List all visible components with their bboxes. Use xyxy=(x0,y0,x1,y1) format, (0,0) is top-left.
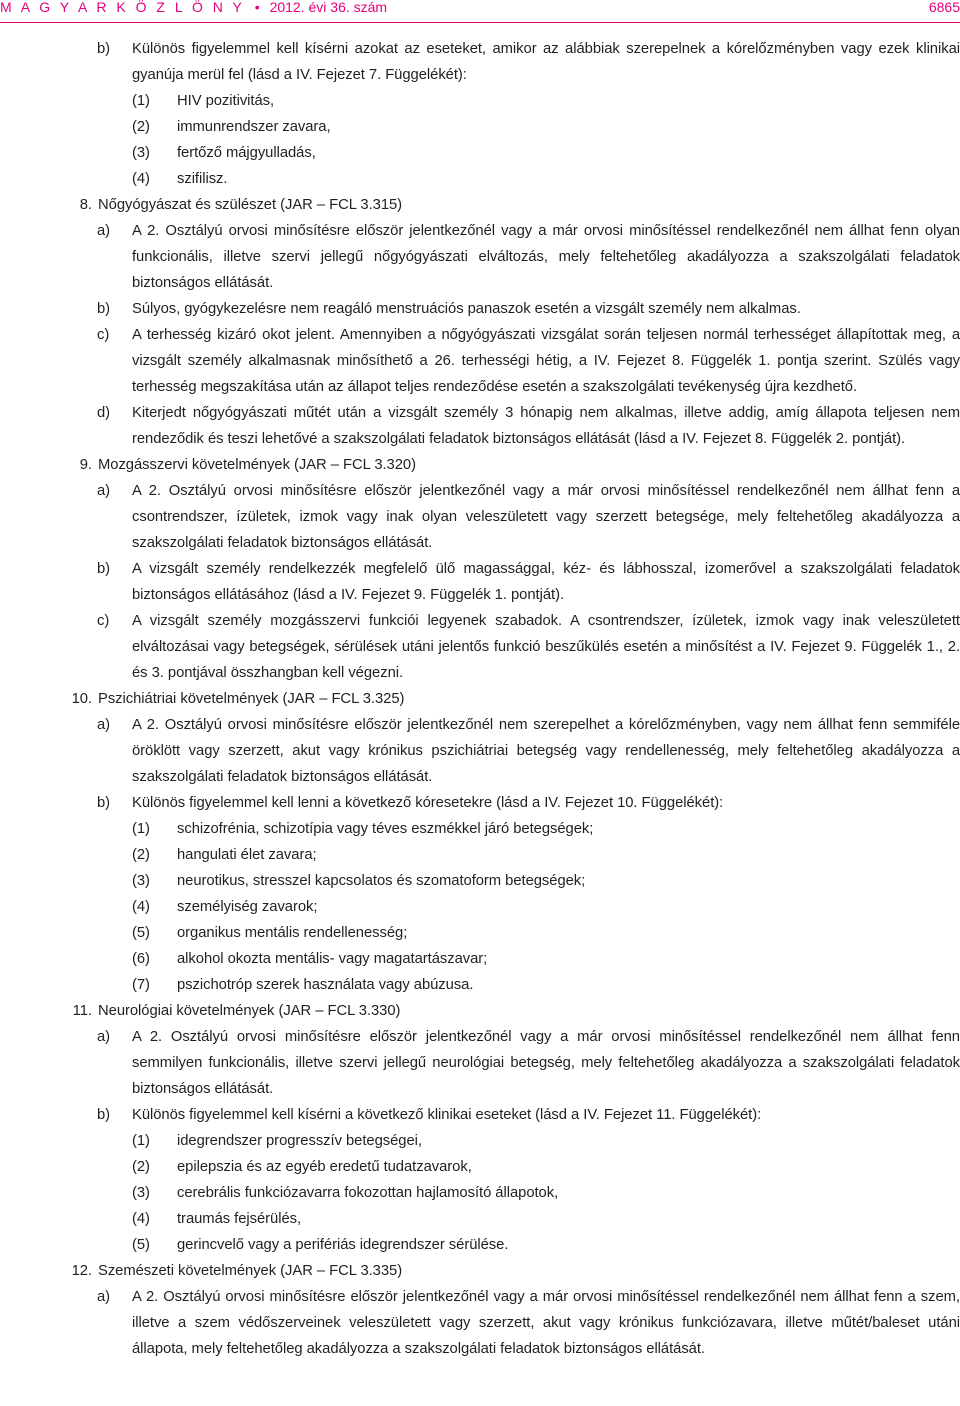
list-item xyxy=(0,400,960,452)
sub-list-item xyxy=(0,166,960,192)
list-item xyxy=(0,322,960,400)
item-text: A vizsgált személy rendelkezzék megfelelő ülő magassággal, kéz- és lábhosszal, izomerővel a szakszolgálati feladatok biztonságos ellátásához (lásd a IV. Fejezet 9. Függelék 1. pontját). xyxy=(132,561,960,603)
item-label: (2) xyxy=(132,1159,150,1175)
item-label: a) xyxy=(97,483,111,499)
item-text: A 2. Osztályú orvosi minősítésre először jelentkezőnél vagy a már orvosi minősítéssel rendelkezőnél nem állhat fenn a szem, illetve a szem védőszerveinek veleszületett vagy szerzett, akut vagy krónikus funkciózavara, illetve műtét/baleset utáni állapota, mely feltehetőleg akadályozza a szakszolgálati feladatok biztonságos ellátását. xyxy=(132,1289,960,1357)
item-label: 10. xyxy=(71,691,92,707)
item-label: (4) xyxy=(132,1211,150,1227)
item-text: Mozgásszervi követelmények (JAR – FCL 3.320) xyxy=(98,457,416,473)
item-label: b) xyxy=(97,41,111,57)
item-text: alkohol okozta mentális- vagy magatartászavar; xyxy=(177,951,488,967)
list-item xyxy=(0,218,960,296)
item-text: Nőgyógyászat és szülészet (JAR – FCL 3.315) xyxy=(98,197,403,213)
sub-list-item xyxy=(0,1154,960,1180)
section-heading xyxy=(0,1258,960,1284)
item-label: 9. xyxy=(79,457,92,473)
item-label: (1) xyxy=(132,93,150,109)
sub-list-item xyxy=(0,868,960,894)
item-text: immunrendszer zavara, xyxy=(177,119,331,135)
item-label: (3) xyxy=(132,1185,150,1201)
item-text: A 2. Osztályú orvosi minősítésre először jelentkezőnél nem szerepelhet a kórelőzményben, vagy nem állhat fenn semmiféle öröklött vagy szerzett, akut vagy krónikus pszichiátriai betegség vagy rendellenesség, mely feltehetőleg akadályozza a szakszolgálati feladatok biztonságos ellátását. xyxy=(132,717,960,785)
list-item xyxy=(0,712,960,790)
list-item xyxy=(0,36,960,88)
item-label: (7) xyxy=(132,977,150,993)
item-text: pszichotróp szerek használata vagy abúzusa. xyxy=(177,977,474,993)
issue-label: 2012. évi 36. szám xyxy=(269,0,388,15)
sub-list-item xyxy=(0,1206,960,1232)
item-label: (3) xyxy=(132,873,150,889)
item-label: c) xyxy=(97,327,110,343)
sub-list-item xyxy=(0,114,960,140)
sub-list-item xyxy=(0,972,960,998)
section-heading xyxy=(0,686,960,712)
item-label: (5) xyxy=(132,925,150,941)
document-body xyxy=(0,36,960,1362)
item-text: traumás fejsérülés, xyxy=(177,1211,302,1227)
page-header xyxy=(0,0,960,23)
item-label: a) xyxy=(97,1289,111,1305)
item-text: schizofrénia, schizotípia vagy téves eszmékkel járó betegségek; xyxy=(177,821,594,837)
item-label: b) xyxy=(97,301,111,317)
item-text: Szemészeti követelmények (JAR – FCL 3.335) xyxy=(98,1263,403,1279)
item-text: A 2. Osztályú orvosi minősítésre először jelentkezőnél vagy a már orvosi minősítéssel rendelkezőnél nem állhat fenn a csontrendszer, ízületek, izmok vagy inak olyan veleszületett vagy szerzett betegsége, mely feltehetőleg akadályozza a szakszolgálati feladatok biztonságos ellátását. xyxy=(132,483,960,551)
sub-list-item xyxy=(0,140,960,166)
item-label: a) xyxy=(97,223,111,239)
list-item xyxy=(0,608,960,686)
item-label: d) xyxy=(97,405,111,421)
item-label: (2) xyxy=(132,847,150,863)
item-label: (1) xyxy=(132,1133,150,1149)
item-text: epilepszia és az egyéb eredetű tudatzavarok, xyxy=(177,1159,472,1175)
item-text: HIV pozitivitás, xyxy=(177,93,275,109)
item-text: Súlyos, gyógykezelésre nem reagáló menstruációs panaszok esetén a vizsgált személy nem alkalmas. xyxy=(132,301,801,317)
journal-title: M A G Y A R K Ö Z L Ö N Y xyxy=(0,0,245,15)
item-label: b) xyxy=(97,795,111,811)
item-text: A vizsgált személy mozgásszervi funkciói legyenek szabadok. A csontrendszer, ízületek, izmok vagy inak veleszületett elváltozásai vagy betegségek, sérülések utáni jelentős funkció beszűkülés esetén a minősítést a IV. Fejezet 9. Függelék 1., 2. és 3. pontjával összhangban kell végezni. xyxy=(132,613,960,681)
item-label: b) xyxy=(97,1107,111,1123)
list-item xyxy=(0,296,960,322)
item-label: (5) xyxy=(132,1237,150,1253)
sub-list-item xyxy=(0,1128,960,1154)
item-text: gerincvelő vagy a perifériás idegrendszer sérülése. xyxy=(177,1237,509,1253)
item-label: 11. xyxy=(72,1003,92,1019)
list-item xyxy=(0,556,960,608)
item-text: organikus mentális rendellenesség; xyxy=(177,925,408,941)
list-item xyxy=(0,478,960,556)
list-item xyxy=(0,1024,960,1102)
item-text: cerebrális funkciózavarra fokozottan hajlamosító állapotok, xyxy=(177,1185,559,1201)
item-label: a) xyxy=(97,717,111,733)
separator-bullet: • xyxy=(254,0,260,15)
sub-list-item xyxy=(0,842,960,868)
list-item xyxy=(0,1284,960,1362)
section-heading xyxy=(0,452,960,478)
item-text: idegrendszer progresszív betegségei, xyxy=(177,1133,422,1149)
item-label: 12. xyxy=(71,1263,92,1279)
item-label: (4) xyxy=(132,899,150,915)
item-text: Neurológiai követelmények (JAR – FCL 3.330) xyxy=(98,1003,401,1019)
sub-list-item xyxy=(0,946,960,972)
item-label: (3) xyxy=(132,145,150,161)
sub-list-item xyxy=(0,88,960,114)
section-heading xyxy=(0,192,960,218)
sub-list-item xyxy=(0,1180,960,1206)
item-label: b) xyxy=(97,561,111,577)
section-heading xyxy=(0,998,960,1024)
item-text: neurotikus, stresszel kapcsolatos és szomatoform betegségek; xyxy=(177,873,586,889)
sub-list-item xyxy=(0,920,960,946)
item-text: fertőző májgyulladás, xyxy=(177,145,316,161)
list-item xyxy=(0,1102,960,1128)
item-label: (1) xyxy=(132,821,150,837)
item-text: Pszichiátriai követelmények (JAR – FCL 3.325) xyxy=(98,691,405,707)
page-number: 6865 xyxy=(928,0,960,15)
sub-list-item xyxy=(0,1232,960,1258)
item-label: (2) xyxy=(132,119,150,135)
sub-list-item xyxy=(0,894,960,920)
item-text: hangulati élet zavara; xyxy=(177,847,317,863)
item-text: A 2. Osztályú orvosi minősítésre először jelentkezőnél vagy a már orvosi minősítéssel rendelkezőnél nem állhat fenn semmilyen funkcionális, illetve szervi jellegű neurológiai betegség, mely feltehetőleg akadályozza a szakszolgálati feladatok biztonságos ellátását. xyxy=(132,1029,960,1097)
item-text: személyiség zavarok; xyxy=(177,899,318,915)
sub-list-item xyxy=(0,816,960,842)
running-title xyxy=(0,0,387,14)
item-label: c) xyxy=(97,613,110,629)
item-label: (6) xyxy=(132,951,150,967)
item-text: szifilisz. xyxy=(177,171,228,187)
item-text: Különös figyelemmel kell lenni a következő kóresetekre (lásd a IV. Fejezet 10. Függelékét): xyxy=(132,795,724,811)
item-label: a) xyxy=(97,1029,111,1045)
item-text: A terhesség kizáró okot jelent. Amennyiben a nőgyógyászati vizsgálat során teljesen normál terhességet állapítottak meg, a vizsgált személy alkalmasnak minősíthető a 26. terhességi hétig, a IV. Fejezet 8. Függelék 1. pontja szerint. Szülés vagy terhesség megszakítása után az állapot teljes rendeződése esetén a szakszolgálati tevékenység újra kezdhető. xyxy=(132,327,960,395)
item-text: Különös figyelemmel kell kísérni azokat az eseteket, amikor az alábbiak szerepelnek a kórelőzményben vagy ezek klinikai gyanúja merül fel (lásd a IV. Fejezet 7. Függelékét): xyxy=(132,41,960,83)
item-text: Kiterjedt nőgyógyászati műtét után a vizsgált személy 3 hónapig nem alkalmas, illetve addig, amíg állapota teljesen nem rendeződik és teszi lehetővé a szakszolgálati feladatok biztonságos ellátását (lásd a IV. Fejezet 8. Függelék 2. pontját). xyxy=(132,405,960,447)
list-item xyxy=(0,790,960,816)
item-text: A 2. Osztályú orvosi minősítésre először jelentkezőnél vagy a már orvosi minősítéssel rendelkezőnél nem állhat fenn olyan funkcionális, illetve szervi jellegű nőgyógyászati elváltozás, mely feltehetőleg akadályozza a szakszolgálati feladatok biztonságos ellátását. xyxy=(132,223,960,291)
item-text: Különös figyelemmel kell kísérni a következő klinikai eseteket (lásd a IV. Fejezet 11. Függelékét): xyxy=(132,1107,762,1123)
item-label: (4) xyxy=(132,171,150,187)
item-label: 8. xyxy=(79,197,92,213)
